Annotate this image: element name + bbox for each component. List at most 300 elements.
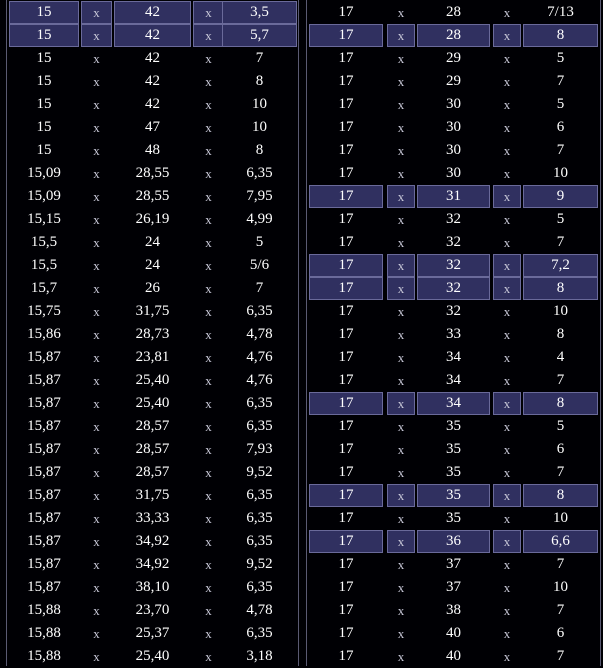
- dimension-inner: 15,15: [27, 211, 61, 227]
- separator-x: x: [493, 392, 521, 415]
- table-row: [307, 139, 600, 162]
- separator-x: x: [503, 235, 511, 250]
- separator-x: x: [93, 465, 100, 480]
- separator-x: x: [397, 580, 405, 595]
- separator-x: x: [503, 304, 511, 319]
- dimension-outer: 40: [446, 648, 461, 664]
- separator-x: x: [205, 74, 212, 89]
- dimension-width: 10: [553, 510, 568, 526]
- separator-x: x: [387, 484, 415, 507]
- dimension-inner: 17: [309, 530, 383, 553]
- dimension-inner: 17: [338, 96, 354, 112]
- dimension-outer: 31,75: [135, 303, 170, 319]
- table-row: [307, 392, 600, 415]
- dimension-width: 7: [556, 73, 565, 89]
- dimension-width: 7,93: [246, 441, 273, 457]
- separator-x: x: [397, 465, 405, 480]
- separator-x: x: [205, 396, 212, 411]
- dimension-outer: 28,73: [135, 326, 170, 342]
- dimension-inner: 17: [338, 648, 354, 664]
- dimension-outer: 28,57: [135, 418, 170, 434]
- dimension-outer: 30: [446, 165, 461, 181]
- dimension-outer: 32: [417, 277, 490, 300]
- table-row: [7, 438, 298, 461]
- dimension-outer: 28: [446, 4, 461, 20]
- dimension-inner: 17: [338, 579, 354, 595]
- dimension-inner: 17: [309, 185, 383, 208]
- dimension-outer: 34,92: [135, 533, 170, 549]
- dimension-width: 8: [255, 73, 264, 89]
- dimension-outer: 26,19: [135, 211, 170, 227]
- separator-x: x: [503, 557, 511, 572]
- dimension-outer: 40: [446, 625, 461, 641]
- dimension-width: 7: [556, 648, 565, 664]
- dimension-inner: 15,87: [27, 441, 61, 457]
- dimension-outer: 31,75: [135, 487, 170, 503]
- dimension-inner: 17: [338, 349, 354, 365]
- dimension-width: 8: [523, 392, 598, 415]
- dimension-outer: 34: [446, 372, 461, 388]
- table-row: [7, 415, 298, 438]
- dimension-outer: 28,57: [135, 441, 170, 457]
- table-row: [7, 70, 298, 93]
- separator-x: x: [205, 258, 212, 273]
- dimension-width: 5: [556, 50, 565, 66]
- separator-x: x: [397, 327, 405, 342]
- table-row: [7, 300, 298, 323]
- dimension-inner: 17: [338, 464, 354, 480]
- table-row: [307, 438, 600, 461]
- dimension-outer: 29: [446, 50, 461, 66]
- table-row: [7, 24, 298, 47]
- separator-x: x: [205, 235, 212, 250]
- dimension-inner: 15,87: [27, 487, 61, 503]
- separator-x: x: [493, 530, 521, 553]
- dimension-outer: 42: [145, 73, 160, 89]
- dimension-outer: 28,57: [135, 464, 170, 480]
- dimension-width: 6,35: [246, 579, 273, 595]
- dimension-inner: 15: [9, 1, 79, 24]
- table-row: [7, 254, 298, 277]
- separator-x: x: [93, 373, 100, 388]
- dimension-width: 4: [556, 349, 565, 365]
- dimension-outer: 26: [145, 280, 160, 296]
- dimension-width: 6: [556, 119, 565, 135]
- dimension-width: 5,7: [222, 24, 297, 47]
- dimension-inner: 17: [338, 165, 354, 181]
- dimension-inner: 15,86: [27, 326, 61, 342]
- separator-x: x: [397, 74, 405, 89]
- separator-x: x: [93, 189, 100, 204]
- table-row: [7, 461, 298, 484]
- table-row: [7, 116, 298, 139]
- dimension-width: 9,52: [246, 556, 273, 572]
- table-row: [307, 116, 600, 139]
- dimension-inner: 17: [338, 119, 354, 135]
- separator-x: x: [205, 488, 212, 503]
- separator-x: x: [93, 74, 100, 89]
- table-row: [307, 530, 600, 553]
- separator-x: x: [93, 327, 100, 342]
- separator-x: x: [205, 465, 212, 480]
- dimension-width: 7: [255, 50, 264, 66]
- separator-x: x: [493, 24, 521, 47]
- dimension-width: 8: [255, 142, 264, 158]
- dimension-outer: 32: [446, 303, 461, 319]
- dimension-inner: 15,87: [27, 464, 61, 480]
- dimension-outer: 48: [145, 142, 160, 158]
- table-row: [307, 484, 600, 507]
- dimension-outer: 25,40: [135, 395, 170, 411]
- separator-x: x: [397, 419, 405, 434]
- separator-x: x: [503, 5, 511, 20]
- dimension-inner: 17: [309, 24, 383, 47]
- dimension-outer: 30: [446, 142, 461, 158]
- table-row: [307, 24, 600, 47]
- dimension-outer: 42: [114, 24, 191, 47]
- separator-x: x: [503, 373, 511, 388]
- separator-x: x: [93, 442, 100, 457]
- separator-x: x: [503, 143, 511, 158]
- dimension-width: 4,76: [246, 372, 273, 388]
- dimension-inner: 15,5: [30, 234, 58, 250]
- dimension-inner: 15: [9, 24, 79, 47]
- separator-x: x: [397, 603, 405, 618]
- separator-x: x: [93, 97, 100, 112]
- dimension-inner: 15,88: [27, 602, 61, 618]
- separator-x: x: [503, 327, 511, 342]
- dimension-outer: 25,40: [135, 648, 170, 664]
- dimension-width: 6: [556, 441, 565, 457]
- table-row: [307, 461, 600, 484]
- dimension-width: 9: [523, 185, 598, 208]
- dimension-outer: 32: [446, 234, 461, 250]
- table-row: [307, 369, 600, 392]
- separator-x: x: [397, 5, 405, 20]
- table-row: [7, 645, 298, 668]
- table-row: [7, 47, 298, 70]
- table-row: [7, 231, 298, 254]
- dimension-width: 8: [523, 277, 598, 300]
- dimension-outer: 34: [446, 349, 461, 365]
- dimension-inner: 15: [36, 73, 52, 89]
- dimension-outer: 25,40: [135, 372, 170, 388]
- table-row: [7, 622, 298, 645]
- dimension-width: 8: [556, 326, 565, 342]
- dimension-inner: 15,09: [27, 165, 61, 181]
- dimension-width: 10: [553, 303, 568, 319]
- separator-x: x: [205, 580, 212, 595]
- dimension-inner: 17: [338, 50, 354, 66]
- separator-x: x: [493, 484, 521, 507]
- separator-x: x: [397, 120, 405, 135]
- dimension-outer: 23,81: [135, 349, 170, 365]
- dimension-outer: 42: [145, 96, 160, 112]
- separator-x: x: [493, 185, 521, 208]
- separator-x: x: [93, 143, 100, 158]
- separator-x: x: [81, 24, 112, 47]
- dimension-width: 5: [556, 96, 565, 112]
- dimension-outer: 32: [417, 254, 490, 277]
- separator-x: x: [205, 212, 212, 227]
- separator-x: x: [93, 580, 100, 595]
- dimension-inner: 15,87: [27, 556, 61, 572]
- dimension-width: 10: [553, 165, 568, 181]
- separator-x: x: [93, 304, 100, 319]
- dimension-width: 6: [556, 625, 565, 641]
- table-row: [307, 645, 600, 668]
- separator-x: x: [397, 304, 405, 319]
- table-row: [7, 530, 298, 553]
- dimension-inner: 17: [338, 602, 354, 618]
- table-row: [307, 622, 600, 645]
- separator-x: x: [205, 557, 212, 572]
- table-row: [307, 507, 600, 530]
- separator-x: x: [503, 212, 511, 227]
- dimension-inner: 17: [338, 303, 354, 319]
- separator-x: x: [205, 350, 212, 365]
- separator-x: x: [93, 626, 100, 641]
- dimension-width: 5: [255, 234, 264, 250]
- separator-x: x: [205, 373, 212, 388]
- dimension-width: 6,35: [246, 625, 273, 641]
- dimension-width: 8: [523, 24, 598, 47]
- separator-x: x: [397, 350, 405, 365]
- separator-x: x: [397, 442, 405, 457]
- dimension-outer: 24: [145, 234, 160, 250]
- separator-x: x: [205, 97, 212, 112]
- dimension-inner: 17: [338, 556, 354, 572]
- separator-x: x: [503, 166, 511, 181]
- table-row: [307, 300, 600, 323]
- dimension-inner: 15,87: [27, 510, 61, 526]
- dimension-width: 7: [556, 464, 565, 480]
- dimension-width: 8: [523, 484, 598, 507]
- separator-x: x: [503, 649, 511, 664]
- dimension-width: 7: [556, 556, 565, 572]
- dimension-outer: 35: [446, 418, 461, 434]
- dimension-inner: 15,87: [27, 418, 61, 434]
- separator-x: x: [503, 350, 511, 365]
- separator-x: x: [397, 51, 405, 66]
- separator-x: x: [397, 235, 405, 250]
- table-row: [307, 254, 600, 277]
- dimension-inner: 15: [36, 119, 52, 135]
- dimension-width: 5: [556, 418, 565, 434]
- dimension-inner: 15,09: [27, 188, 61, 204]
- separator-x: x: [205, 51, 212, 66]
- separator-x: x: [193, 1, 224, 24]
- dimension-outer: 28,55: [135, 165, 170, 181]
- separator-x: x: [93, 212, 100, 227]
- dimension-width: 4,99: [246, 211, 273, 227]
- dimension-width: 10: [553, 579, 568, 595]
- separator-x: x: [397, 212, 405, 227]
- table-row: [7, 599, 298, 622]
- dimension-outer: 38,10: [135, 579, 170, 595]
- separator-x: x: [387, 24, 415, 47]
- separator-x: x: [397, 557, 405, 572]
- separator-x: x: [93, 603, 100, 618]
- table-row: [7, 507, 298, 530]
- separator-x: x: [397, 373, 405, 388]
- table-row: [7, 1, 298, 24]
- dimension-inner: 17: [338, 510, 354, 526]
- dimension-inner: 17: [338, 441, 354, 457]
- separator-x: x: [205, 304, 212, 319]
- table-row: [307, 346, 600, 369]
- dimension-outer: 29: [446, 73, 461, 89]
- table-row: [307, 93, 600, 116]
- separator-x: x: [397, 649, 405, 664]
- table-row: [7, 277, 298, 300]
- dimension-inner: 15,88: [27, 648, 61, 664]
- separator-x: x: [387, 254, 415, 277]
- dimension-outer: 38: [446, 602, 461, 618]
- dimension-inner: 17: [338, 418, 354, 434]
- separator-x: x: [503, 465, 511, 480]
- dimension-width: 6,35: [246, 510, 273, 526]
- table-row: [7, 553, 298, 576]
- separator-x: x: [205, 649, 212, 664]
- separator-x: x: [397, 166, 405, 181]
- separator-x: x: [387, 277, 415, 300]
- dimension-width: 3,18: [246, 648, 273, 664]
- dimension-outer: 35: [446, 464, 461, 480]
- table-row: [307, 277, 600, 300]
- table-row: [7, 208, 298, 231]
- table-row: [307, 231, 600, 254]
- separator-x: x: [81, 1, 112, 24]
- dimension-width: 7: [556, 602, 565, 618]
- dimension-outer: 30: [446, 96, 461, 112]
- separator-x: x: [205, 189, 212, 204]
- dimension-inner: 15: [36, 50, 52, 66]
- dimension-inner: 17: [309, 484, 383, 507]
- table-row: [307, 185, 600, 208]
- table-row: [7, 323, 298, 346]
- separator-x: x: [205, 534, 212, 549]
- left-table: [6, 0, 299, 666]
- separator-x: x: [503, 580, 511, 595]
- dimension-width: 5/6: [249, 257, 270, 273]
- table-row: [307, 1, 600, 24]
- dimension-outer: 31: [417, 185, 490, 208]
- table-row: [307, 576, 600, 599]
- dimension-width: 7: [255, 280, 264, 296]
- dimension-outer: 33,33: [135, 510, 170, 526]
- separator-x: x: [93, 649, 100, 664]
- separator-x: x: [397, 511, 405, 526]
- separator-x: x: [205, 419, 212, 434]
- separator-x: x: [93, 534, 100, 549]
- separator-x: x: [503, 419, 511, 434]
- dimension-width: 7,2: [523, 254, 598, 277]
- separator-x: x: [205, 511, 212, 526]
- right-table: [306, 0, 601, 666]
- dimension-outer: 33: [446, 326, 461, 342]
- dimension-outer: 35: [417, 484, 490, 507]
- dimension-width: 6,35: [246, 487, 273, 503]
- table-row: [307, 553, 600, 576]
- dimension-inner: 17: [338, 142, 354, 158]
- separator-x: x: [193, 24, 224, 47]
- separator-x: x: [493, 277, 521, 300]
- separator-x: x: [387, 392, 415, 415]
- table-row: [307, 162, 600, 185]
- dimension-width: 7: [556, 142, 565, 158]
- separator-x: x: [503, 626, 511, 641]
- dimension-width: 7: [556, 234, 565, 250]
- dimension-outer: 37: [446, 556, 461, 572]
- dimension-inner: 15,87: [27, 372, 61, 388]
- dimension-inner: 17: [309, 277, 383, 300]
- table-row: [7, 162, 298, 185]
- separator-x: x: [205, 327, 212, 342]
- separator-x: x: [397, 626, 405, 641]
- separator-x: x: [503, 603, 511, 618]
- separator-x: x: [205, 442, 212, 457]
- separator-x: x: [503, 97, 511, 112]
- dimension-width: 5: [556, 211, 565, 227]
- dimension-width: 6,35: [246, 418, 273, 434]
- table-row: [7, 139, 298, 162]
- dimension-width: 6,35: [246, 395, 273, 411]
- dimension-width: 9,52: [246, 464, 273, 480]
- separator-x: x: [205, 120, 212, 135]
- dimension-inner: 15,75: [27, 303, 61, 319]
- separator-x: x: [205, 603, 212, 618]
- dimension-width: 10: [252, 119, 267, 135]
- dimension-width: 7: [556, 372, 565, 388]
- dimension-outer: 23,70: [135, 602, 170, 618]
- separator-x: x: [93, 51, 100, 66]
- dimension-width: 4,78: [246, 326, 273, 342]
- table-row: [7, 484, 298, 507]
- dimension-inner: 17: [338, 73, 354, 89]
- separator-x: x: [503, 442, 511, 457]
- separator-x: x: [397, 97, 405, 112]
- table-row: [307, 323, 600, 346]
- dimension-outer: 34,92: [135, 556, 170, 572]
- dimension-inner: 15,7: [30, 280, 58, 296]
- table-row: [7, 392, 298, 415]
- separator-x: x: [503, 51, 511, 66]
- separator-x: x: [503, 74, 511, 89]
- table-row: [307, 599, 600, 622]
- separator-x: x: [205, 143, 212, 158]
- dimension-outer: 35: [446, 441, 461, 457]
- table-row: [307, 70, 600, 93]
- separator-x: x: [93, 235, 100, 250]
- separator-x: x: [93, 557, 100, 572]
- dimension-width: 10: [252, 96, 267, 112]
- separator-x: x: [205, 626, 212, 641]
- dimension-outer: 34: [417, 392, 490, 415]
- table-row: [7, 93, 298, 116]
- dimension-width: 6,35: [246, 533, 273, 549]
- dimension-width: 3,5: [222, 1, 297, 24]
- table-row: [307, 415, 600, 438]
- dimension-inner: 17: [338, 625, 354, 641]
- dimension-inner: 15,87: [27, 395, 61, 411]
- separator-x: x: [493, 254, 521, 277]
- dimension-width: 4,76: [246, 349, 273, 365]
- separator-x: x: [93, 511, 100, 526]
- dimension-outer: 28: [417, 24, 490, 47]
- dimension-outer: 32: [446, 211, 461, 227]
- dimension-width: 4,78: [246, 602, 273, 618]
